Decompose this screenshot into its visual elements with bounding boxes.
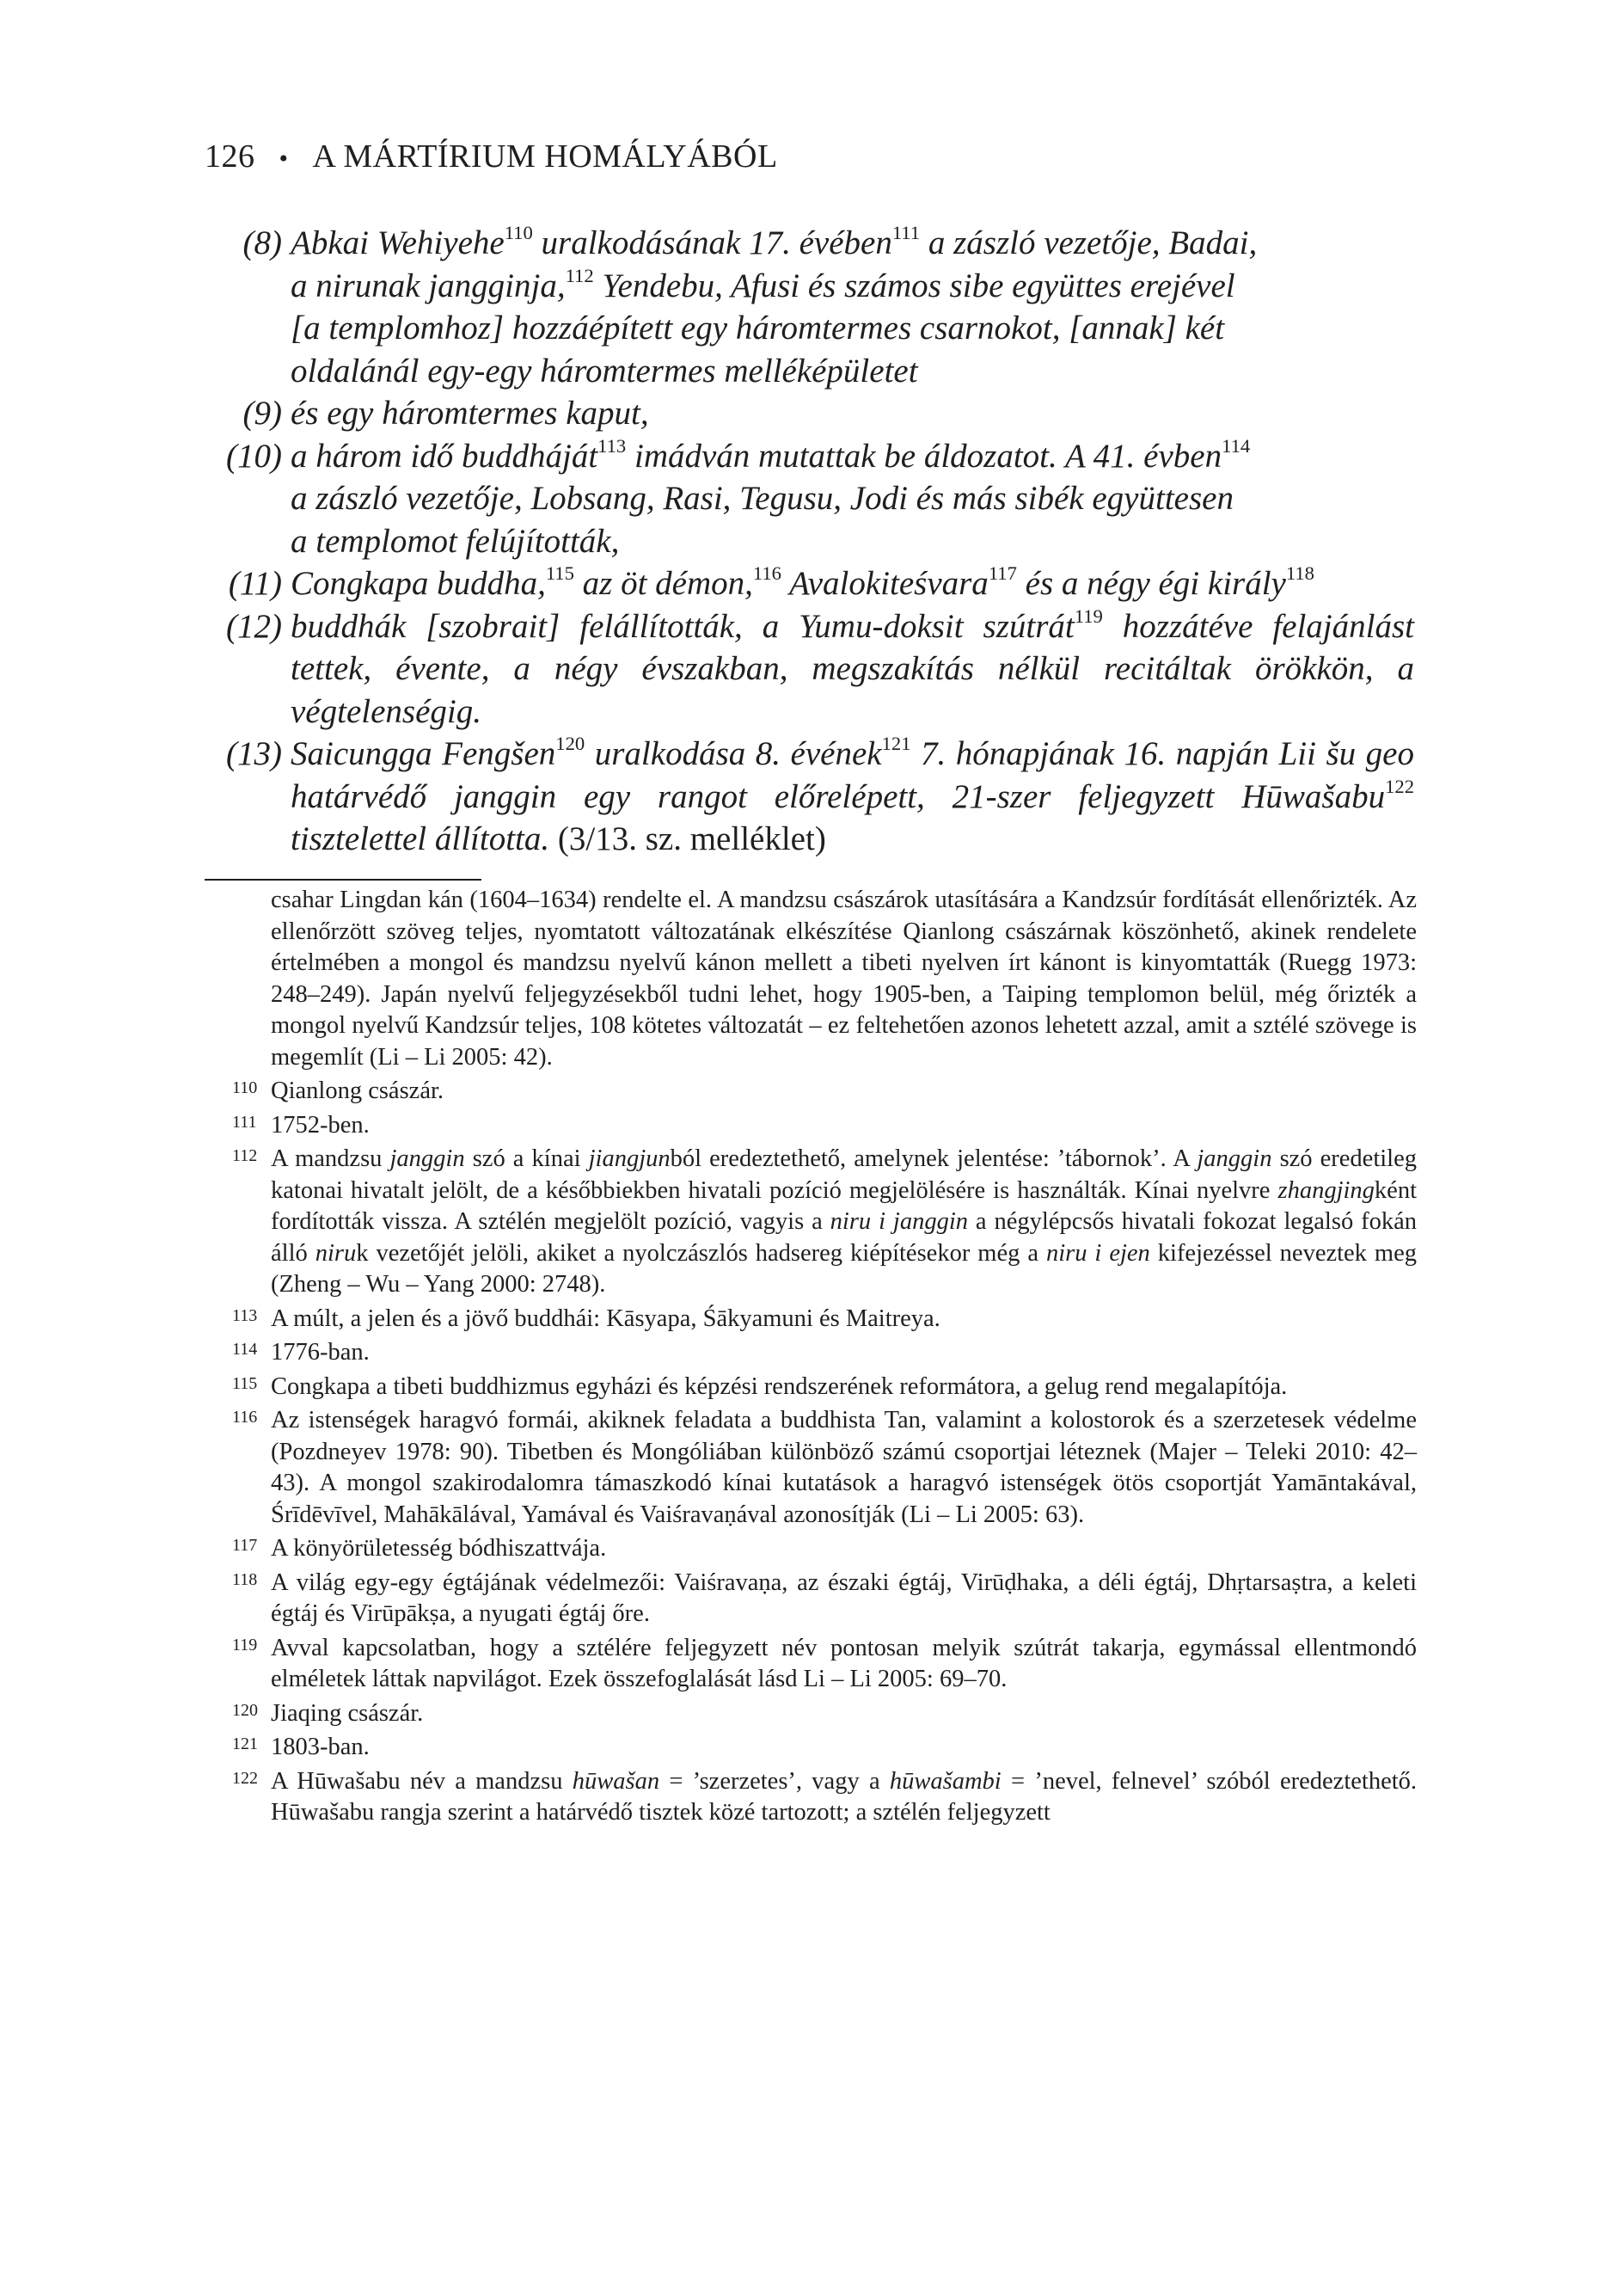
- verse-text: a három idő buddháját: [291, 437, 598, 475]
- verse-text: uralkodásának 17. évében: [532, 224, 892, 261]
- footnote-text: Congkapa a tibeti buddhizmus egyházi és képzési rendszerének reformátora, a gelug rend megalapítója.: [271, 1372, 1288, 1400]
- footnote-ref: 110: [504, 222, 533, 244]
- footnote-term: jiangjun: [588, 1145, 671, 1172]
- verse-text: a zászló vezetője, Lobsang, Rasi, Tegusu, Jodi és más sibék együttesen: [291, 480, 1234, 517]
- footnote-text: k vezetőjét jelöli, akiket a nyolczászlós hadsereg kiépítésekor még a: [356, 1239, 1046, 1267]
- footnote-ref: 118: [1285, 562, 1314, 585]
- footnote-number: 110: [232, 1078, 258, 1097]
- verse-text: buddhák [szobrait] felállították, a Yumu-doksit szútrát: [291, 607, 1075, 645]
- verse-number: (13): [226, 735, 282, 772]
- verse-number: (12): [226, 607, 282, 645]
- footnote-110: [205, 1076, 1417, 1108]
- footnote-text: ként fordították vissza. A sztélén megjelölt pozíció, vagyis a: [271, 1176, 1417, 1235]
- verse-text: [a templomhoz] hozzáépített egy háromtermes csarnokot, [annak] két: [291, 310, 1225, 347]
- footnote-ref: 113: [597, 434, 627, 457]
- footnote-separator: [205, 879, 481, 881]
- verse-12: [215, 605, 1414, 734]
- verse-text: imádván mutattak be áldozatot. A 41. évben: [626, 437, 1222, 475]
- verse-text: a nirunak jangginja,: [291, 267, 566, 304]
- running-title: A MÁRTÍRIUM HOMÁLYÁBÓL: [312, 138, 778, 175]
- footnote-text: = ’nevel, felnevel’ szóból eredeztethető. Hūwašabu rangja szerint a határvédő tisztek közé tartozott; a sztélén feljegyzett: [271, 1767, 1418, 1826]
- footnote-111: [205, 1110, 1417, 1142]
- footnote-text: 1752-ben.: [271, 1111, 370, 1139]
- verse-number: (10): [226, 437, 282, 475]
- footnote-122: [205, 1766, 1417, 1829]
- verse-number: (9): [242, 395, 282, 432]
- footnote-text: 1803-ban.: [271, 1734, 370, 1760]
- footnote-term: niru: [315, 1239, 357, 1267]
- verse-text: Saicungga Fengšen: [291, 735, 556, 772]
- verse-text: Congkapa buddha,: [291, 565, 546, 602]
- footnote-text: Avval kapcsolatban, hogy a sztélére feljegyzett név pontosan melyik szútrát takarja, egymással ellentmondó elméletek láttak napvilágot. Ezek összefoglalását lásd Li – Li 2005: 69–70.: [271, 1634, 1417, 1692]
- footnote-number: 112: [232, 1146, 258, 1165]
- footnote-text: A múlt, a jelen és a jövő buddhái: Kāsyapa, Śākyamuni és Maitreya.: [271, 1305, 940, 1332]
- verse-8-line-4: [215, 350, 1414, 393]
- footnote-115: [205, 1372, 1417, 1403]
- verse-text: Abkai Wehiyehe: [291, 224, 505, 261]
- footnote-term: janggin: [389, 1145, 465, 1172]
- footnote-text: szó eredetileg katonai hivatalt jelölt, de a későbbiekben hivatali pozíció megjelölésére is használták. Kínai nyelvre: [271, 1145, 1417, 1204]
- footnote-text: = ’szerzetes’, vagy a: [659, 1767, 890, 1795]
- footnote-113: [205, 1304, 1417, 1335]
- footnote-119: [205, 1633, 1417, 1696]
- footnote-number: 121: [232, 1734, 258, 1753]
- footnote-text: 1776-ban.: [271, 1339, 370, 1366]
- verse-text: hozzátéve felajánlást tettek, évente, a négy évszakban, megszakítás nélkül recitáltak örökkön, a végtelenségig.: [291, 607, 1414, 730]
- footnote-118: [205, 1568, 1417, 1630]
- verse-8-line-3: [215, 307, 1414, 350]
- footnote-text: a négylépcsős hivatali fokozat legalsó fokán álló: [271, 1208, 1417, 1267]
- footnote-ref: 121: [881, 733, 911, 755]
- footnote-continuation: csahar Lingdan kán (1604–1634) rendelte el. A mandzsu császárok utasítására a Kandzsúr fordítását ellenőrizték. Az ellenőrzött szöveg teljes, nyomtatott változatának elkészítése Qianlong császárnak köszönhető, akinek rendelete értelmében a mongol és mandzsu nyelvű kánon mellett a tibeti nyelven írt kánont is kinyomtatták (Ruegg 1973: 248–249). Japán nyelvű feljegyzésekből tudni lehet, hogy 1905-ben, a Taiping templomon belül, még őrizték a mongol nyelvű Kandzsúr teljes, 108 kötetes változatát – ez feltehetően azonos lehetett azzal, amit a sztélé szövege is megemlít (Li – Li 2005: 42).: [271, 887, 1417, 1071]
- running-header: [205, 138, 778, 175]
- footnote-term: niru i janggin: [830, 1208, 969, 1235]
- footnote-number: 111: [232, 1112, 257, 1132]
- footnote-text: A világ egy-egy égtájának védelmezői: Vaiśravaṇa, az északi égtáj, Virūḍhaka, a déli égtáj, Dhṛtarsaṣtra, a keleti égtáj és Virūpākṣa, a nyugati égtáj őre.: [271, 1569, 1417, 1627]
- verse-text: 7. hónapjának 16. napján Lii šu geo határvédő janggin egy rangot előrelépett, 21-szer feljegyzett Hūwašabu: [291, 735, 1414, 815]
- verse-10-line-3: [215, 520, 1414, 563]
- footnote-term: hūwašan: [572, 1767, 660, 1795]
- footnote-text: A könyörületesség bódhiszattvája.: [271, 1535, 607, 1562]
- verse-10-line-2: [215, 477, 1414, 520]
- footnote-text: A mandzsu: [271, 1145, 390, 1172]
- footnote-text: Az istenségek haragvó formái, akiknek feladata a buddhista Tan, valamint a kolostorok és a szerzetesek védelme (Pozdneyev 1978: 90). Tibetben és Mongóliában különböző számú csoportjai léteznek (Majer – Teleki 2010: 42–43). A mongol szakirodalomra támaszkodó kínai kutatások a haragvó istenségek ötös csoportját Yamāntakával, Śrīdēvīvel, Mahākālával, Yamával és Vaiśravaṇával azonosítják (Li – Li 2005: 63).: [271, 1407, 1417, 1528]
- footnote-112: [205, 1144, 1417, 1301]
- footnote-number: 120: [232, 1700, 258, 1720]
- footnote-number: 114: [232, 1340, 258, 1359]
- footnote-ref: 114: [1222, 434, 1251, 457]
- verse-11: [215, 562, 1414, 605]
- verse-text: és a négy égi király: [1016, 565, 1286, 602]
- verse-text: tisztelettel állította.: [291, 820, 550, 857]
- footnote-text: ból eredeztethető, amelynek jelentése: ’tábornok’. A: [670, 1145, 1198, 1172]
- footnote-ref: 120: [555, 733, 585, 755]
- footnote-number: 115: [232, 1373, 258, 1393]
- footnote-number: 122: [232, 1768, 258, 1788]
- footnote-121: [205, 1732, 1417, 1764]
- verse-text: uralkodása 8. évének: [585, 735, 882, 772]
- verse-number: (8): [242, 224, 282, 261]
- footnote-text: kifejezéssel neveztek meg (Zheng – Wu – Yang 2000: 2748).: [271, 1239, 1417, 1298]
- footnote-number: 113: [232, 1305, 258, 1325]
- footnote-term: niru i ejen: [1045, 1239, 1150, 1267]
- stele-translation: [215, 222, 1414, 861]
- page-number: 126: [205, 138, 255, 175]
- footnote-114: [205, 1337, 1417, 1369]
- verse-8-line-1: [215, 222, 1414, 265]
- footnote-number: 117: [232, 1536, 258, 1555]
- verse-text: Avalokiteśvara: [781, 565, 989, 602]
- footnote-117: [205, 1533, 1417, 1565]
- footnote-term: zhangjing: [1277, 1176, 1375, 1204]
- footnote-ref: 112: [565, 264, 594, 286]
- verse-text: a zászló vezetője, Badai,: [920, 224, 1258, 261]
- footnote-number: 118: [232, 1569, 258, 1589]
- footnote-ref: 122: [1385, 775, 1414, 797]
- verse-13: [215, 733, 1414, 861]
- footnote-term: janggin: [1197, 1145, 1272, 1172]
- verse-8-line-2: [215, 265, 1414, 308]
- footnote-ref: 111: [891, 222, 921, 244]
- footnote-ref: 115: [545, 562, 574, 585]
- header-separator: •: [279, 144, 289, 173]
- appendix-reference: (3/13. sz. melléklet): [549, 820, 826, 857]
- verse-9: [215, 392, 1414, 435]
- footnotes: [205, 885, 1417, 1832]
- footnote-number: 116: [232, 1408, 258, 1427]
- footnote-text: Qianlong császár.: [271, 1077, 444, 1104]
- verse-text: a templomot felújították,: [291, 522, 620, 560]
- footnote-text: Jiaqing császár.: [271, 1699, 424, 1727]
- verse-text: az öt démon,: [573, 565, 753, 602]
- footnote-number: 119: [232, 1635, 258, 1654]
- footnote-120: [205, 1698, 1417, 1730]
- verse-number: (11): [228, 565, 282, 602]
- verse-text: oldalánál egy-egy háromtermes melléképületet: [291, 352, 918, 390]
- footnote-text: A Hūwašabu név a mandzsu: [271, 1767, 573, 1795]
- footnote-ref: 117: [988, 562, 1017, 585]
- footnote-ref: 116: [752, 562, 781, 585]
- verse-10-line-1: [215, 435, 1414, 478]
- footnote-116: [205, 1405, 1417, 1531]
- footnote-term: hūwašambi: [889, 1767, 1002, 1795]
- footnote-ref: 119: [1074, 605, 1103, 627]
- verse-text: Yendebu, Afusi és számos sibe együttes erejével: [593, 267, 1235, 304]
- verse-text: és egy háromtermes kaput,: [291, 395, 649, 432]
- footnote-text: szó a kínai: [464, 1145, 589, 1172]
